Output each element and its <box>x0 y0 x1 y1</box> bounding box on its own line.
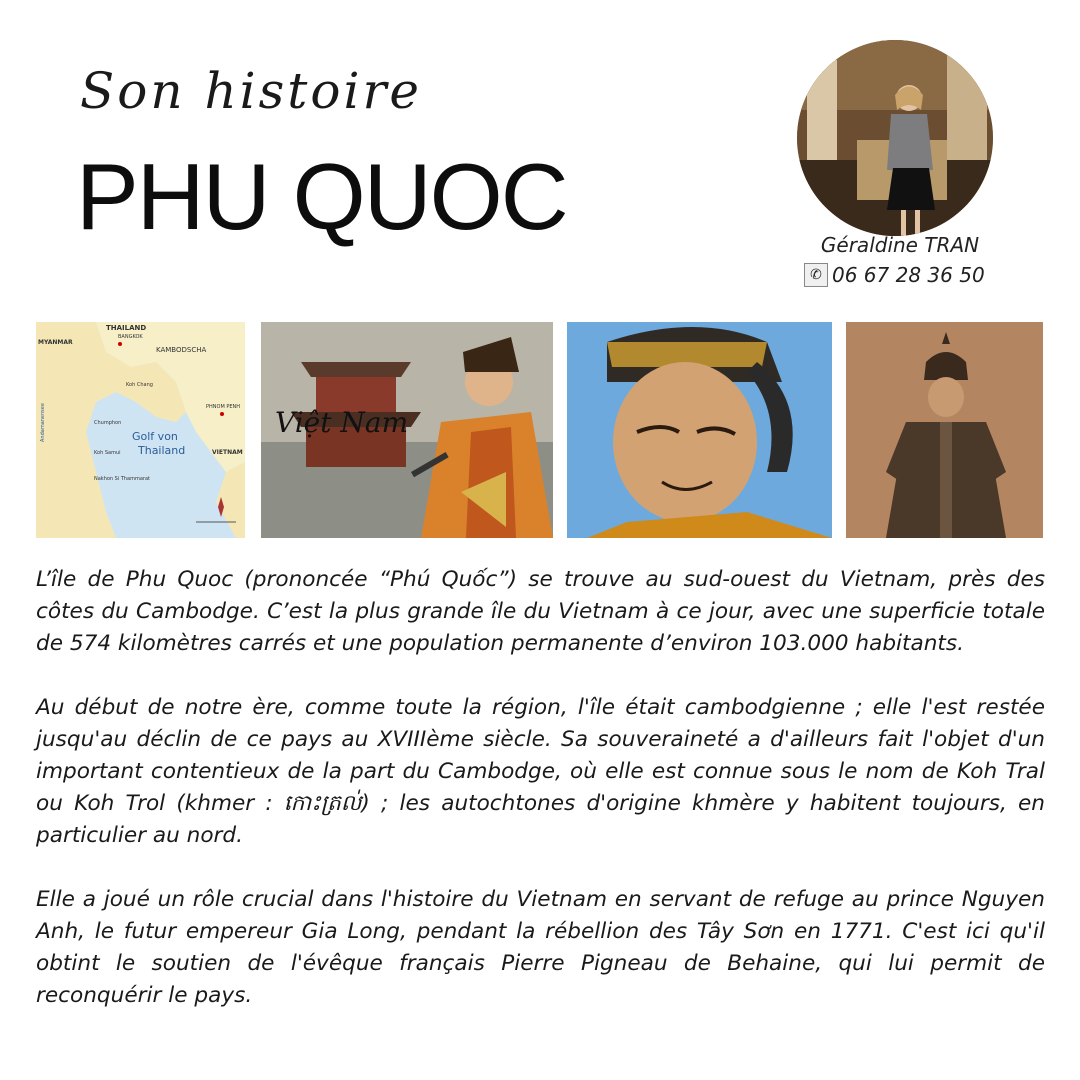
map-label-andaman: Andamanensee <box>40 403 46 442</box>
map-label-phnom-penh: PHNOM PENH <box>206 404 241 410</box>
map-label-bangkok: BANGKOK <box>118 334 143 340</box>
map-label-gulf-1: Golf von <box>132 430 178 443</box>
body-text <box>36 564 1045 1044</box>
page-title: PHU QUOC <box>76 144 567 249</box>
paragraph-1: L’île de Phu Quoc (prononcée “Phú Quốc”) se trouve au sud-ouest du Vietnam, près des côtes du Cambodge. C’est la plus grande île du Vietnam à ce jour, avec une superficie totale de 574 kilomètres carrés et une population permanente d’environ 103.000 habitants. <box>36 567 1045 656</box>
phone-icon: ✆ <box>804 263 828 287</box>
palace-calligraphy: Việt Nam <box>275 406 409 439</box>
script-title: Son histoire <box>80 62 422 120</box>
map-label-kambodscha: KAMBODSCHA <box>156 346 207 354</box>
author-name: Géraldine TRAN <box>820 233 980 257</box>
map-label-thailand: THAILAND <box>106 324 147 332</box>
map-label-myanmar: MYANMAR <box>38 339 73 346</box>
map-label-koh-samui: Koh Samui <box>94 450 121 456</box>
palace-illustration <box>261 322 553 538</box>
author-avatar <box>797 40 993 236</box>
phone-number: 06 67 28 36 50 <box>832 263 985 287</box>
sepia-portrait <box>846 322 1043 538</box>
map-label-chumphon: Chumphon <box>94 420 122 426</box>
map-image <box>36 322 245 538</box>
emperor-portrait <box>567 322 832 538</box>
map-label-nakhon: Nakhon Si Thammarat <box>94 476 151 482</box>
author-phone[interactable] <box>804 263 1004 287</box>
paragraph-2: Au début de notre ère, comme toute la région, l'île était cambodgienne ; elle l'est restée jusqu'au déclin de ce pays au XVIIIème siècle. Sa souveraineté a d'ailleurs fait l'objet d'un important contentieux de la part du Cambodge, où elle est connue sous le nom de Koh Tral ou Koh Trol (khmer : កោះត្រល់) ; les autochtones d'origine khmère y habitent toujours, en particulier au nord. <box>36 695 1045 848</box>
map-label-gulf-2: Thailand <box>138 444 186 457</box>
map-label-koh-chang: Koh Chang <box>126 382 153 388</box>
map-label-vietnam: VIETNAM <box>212 449 243 456</box>
paragraph-3: Elle a joué un rôle crucial dans l'histoire du Vietnam en servant de refuge au prince Nguyen Anh, le futur empereur Gia Long, pendant la rébellion des Tây Sơn en 1771. C'est ici qu'il obtint le soutien de l'évêque français Pierre Pigneau de Behaine, qui lui permit de reconquérir le pays. <box>36 887 1045 1008</box>
